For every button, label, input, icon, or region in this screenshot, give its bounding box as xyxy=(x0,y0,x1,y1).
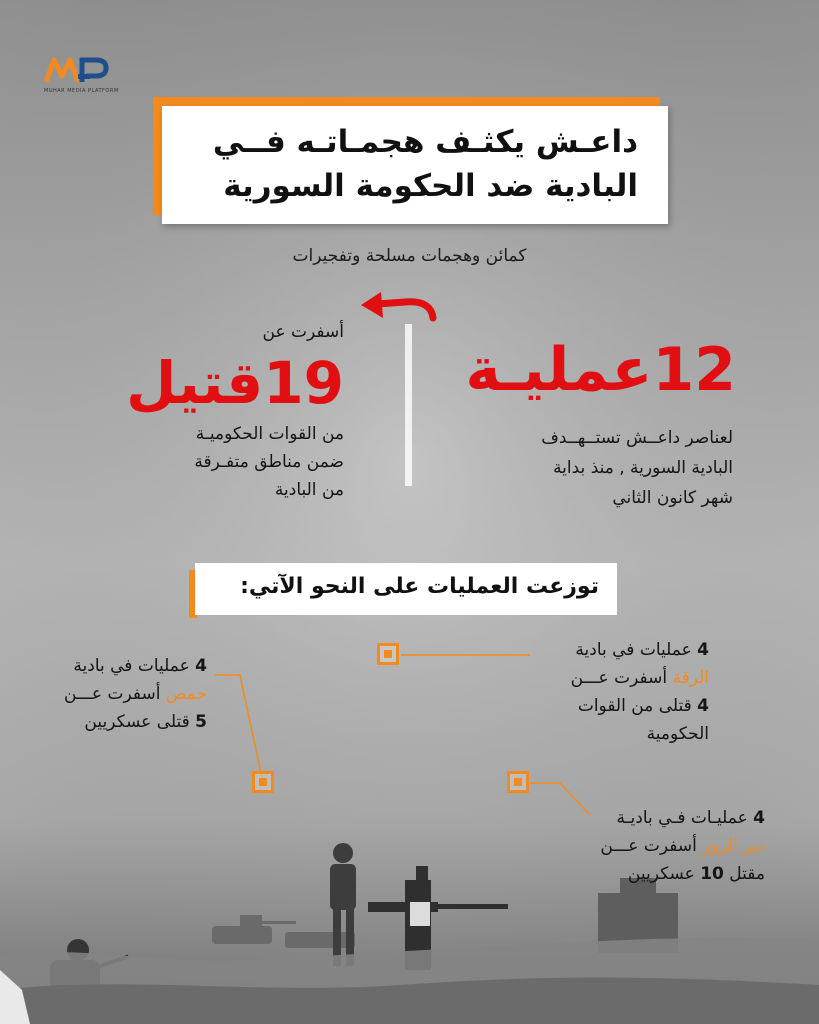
homs-region: حمص xyxy=(165,684,207,704)
deir-marker-icon xyxy=(507,771,529,793)
operations-desc-line-2: البادية السورية , منذ بداية xyxy=(553,458,733,478)
killed-desc-line-1: من القوات الحكوميـة xyxy=(195,424,344,444)
deir-killed-prefix: مقتل xyxy=(723,864,765,884)
deir-result-text: أسفرت عـــن xyxy=(600,836,703,856)
distribution-heading: توزعت العمليات على النحو الآتي: xyxy=(240,574,599,599)
homs-result-text: أسفرت عـــن xyxy=(64,684,166,704)
homs-killed-count: 5 xyxy=(195,712,207,732)
killed-count: 19قتيل xyxy=(126,349,344,417)
foreground-berm xyxy=(0,978,819,1024)
raqqa-result-text: أسفرت عـــن xyxy=(570,668,673,688)
killed-description xyxy=(194,420,344,504)
curved-arrow-icon xyxy=(355,286,445,336)
subtitle: كمائن وهجمات مسلحة وتفجيرات xyxy=(292,246,527,266)
raqqa-line-3 xyxy=(571,692,709,720)
deir-block xyxy=(600,804,765,888)
killed-desc-line-2: ضمن مناطق متفـرقة xyxy=(194,452,344,472)
distribution-heading-box xyxy=(195,563,617,615)
raqqa-region: الرقة xyxy=(672,668,709,688)
deir-ops-text: عمليـات فـي باديـة xyxy=(616,808,754,828)
raqqa-killed-count: 4 xyxy=(697,696,709,716)
homs-line-2 xyxy=(64,680,207,708)
killed-desc-line-3: من البادية xyxy=(274,480,344,500)
homs-line-3 xyxy=(64,708,207,736)
homs-marker-icon xyxy=(252,771,274,793)
deir-region: دير الزور xyxy=(702,836,765,856)
killed-intro: أسفرت عن xyxy=(262,322,344,342)
raqqa-line-4: الحكومية xyxy=(646,724,709,744)
brand-caption: MUHAR MEDIA PLATFORM xyxy=(44,88,119,94)
deir-line-2 xyxy=(600,832,765,860)
deir-ops-count: 4 xyxy=(753,808,765,828)
operations-desc-line-1: لعناصر داعــش تستــهــدف xyxy=(541,428,733,448)
deir-line-3 xyxy=(600,860,765,888)
deir-killed-count: 10 xyxy=(700,864,724,884)
title-line-1: داعـش يكثـف هجمـاتـه فــي xyxy=(212,124,638,160)
raqqa-line-2 xyxy=(571,664,709,692)
raqqa-marker-icon xyxy=(377,643,399,665)
operations-count: 12عمليـة xyxy=(465,335,736,405)
raqqa-ops-text: عمليات في بادية xyxy=(575,640,698,660)
title-line-2: البادية ضد الحكومة السورية xyxy=(223,168,638,204)
homs-ops-count: 4 xyxy=(195,656,207,676)
deir-line-1 xyxy=(600,804,765,832)
raqqa-killed-text: قتلى من القوات xyxy=(577,696,698,716)
homs-ops-text: عمليات في بادية xyxy=(73,656,196,676)
raqqa-line-1 xyxy=(571,636,709,664)
operations-description xyxy=(541,423,733,513)
homs-line-1 xyxy=(64,652,207,680)
raqqa-block xyxy=(571,636,709,748)
deir-killed-text: عسكريين xyxy=(627,864,701,884)
homs-block xyxy=(64,652,207,736)
raqqa-ops-count: 4 xyxy=(697,640,709,660)
operations-desc-line-3: شهر كانون الثاني xyxy=(612,488,733,508)
center-divider xyxy=(405,324,412,486)
title-card xyxy=(162,106,668,224)
homs-killed-text: قتلى عسكريين xyxy=(84,712,196,732)
